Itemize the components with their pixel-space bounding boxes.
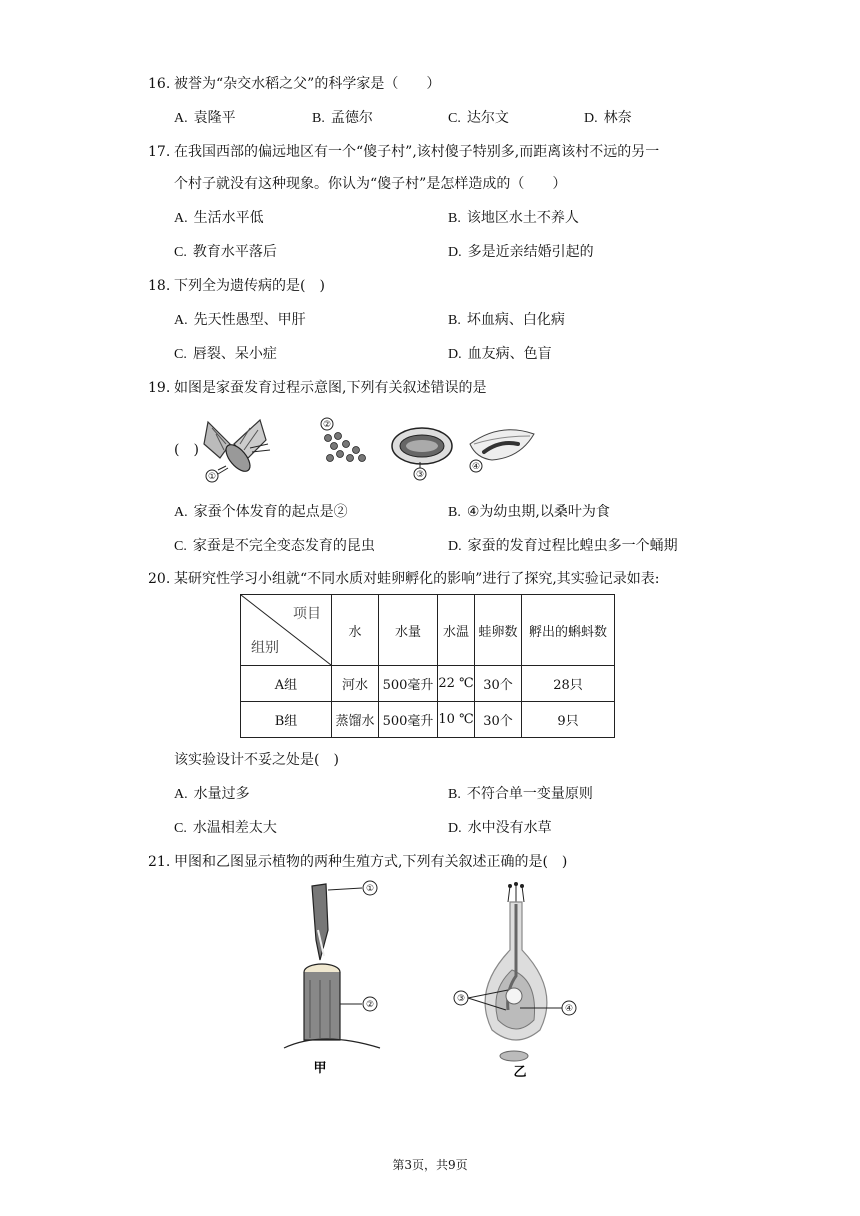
cocoon-illustration <box>392 428 452 464</box>
question-number: 18. <box>148 278 171 294</box>
table-cell: B组 <box>241 702 332 738</box>
table-row <box>241 702 615 738</box>
option-a: A. 先天性愚型、甲肝 <box>174 312 306 328</box>
table-cell: 30个 <box>475 702 522 738</box>
table-cell: 30个 <box>475 666 522 702</box>
table-corner-cell: 项目 组别 <box>241 595 332 666</box>
label-4: ④ <box>564 1004 574 1014</box>
table-header: 水 <box>332 595 379 666</box>
table-cell: 河水 <box>332 666 379 702</box>
answer-paren: ( ) <box>174 442 199 458</box>
question-number: 21. <box>148 854 171 870</box>
table-header: 水量 <box>379 595 438 666</box>
option-c: C. 唇裂、呆小症 <box>174 346 277 362</box>
question-text-line1: 在我国西部的偏远地区有一个“傻子村”,该村傻子特别多,而距离该村不远的另一 <box>174 144 660 160</box>
option-b: B. 该地区水土不养人 <box>448 210 579 226</box>
table-header-row <box>241 595 615 666</box>
option-c: C. 教育水平落后 <box>174 244 277 260</box>
label-3: ③ <box>415 470 425 480</box>
option-c: C. 家蚕是不完全变态发育的昆虫 <box>174 538 375 554</box>
table-cell: 500毫升 <box>379 666 438 702</box>
table-row <box>241 666 615 702</box>
question-text: 甲图和乙图显示植物的两种生殖方式,下列有关叙述正确的是( ) <box>174 854 568 870</box>
option-a: A. 家蚕个体发育的起点是② <box>174 504 348 520</box>
question-text: 下列全为遗传病的是( ) <box>174 278 325 294</box>
question-number: 17. <box>148 144 171 160</box>
option-d: D. 多是近亲结婚引起的 <box>448 244 594 260</box>
label-2: ② <box>365 1000 375 1010</box>
question-number: 20. <box>148 571 171 587</box>
label-4: ④ <box>471 462 481 472</box>
moth-illustration <box>204 420 270 475</box>
option-c: C. 达尔文 <box>448 110 509 126</box>
option-b: B. 不符合单一变量原则 <box>448 786 593 802</box>
eggs-illustration <box>325 433 366 462</box>
label-1: ① <box>207 472 217 482</box>
table-cell: 500毫升 <box>379 702 438 738</box>
table-cell: 22 ℃ <box>438 666 475 702</box>
label-2: ② <box>322 420 332 430</box>
option-a: A. 生活水平低 <box>174 210 264 226</box>
option-b: B. ④为幼虫期,以桑叶为食 <box>448 504 610 520</box>
grafting-figure <box>280 880 390 1080</box>
experiment-table <box>240 594 615 738</box>
question-text: 如图是家蚕发育过程示意图,下列有关叙述错误的是 <box>174 380 487 396</box>
option-b: B. 孟德尔 <box>312 110 373 126</box>
label-1: ① <box>365 884 375 894</box>
table-header: 水温 <box>438 595 475 666</box>
option-a: A. 袁隆平 <box>174 110 236 126</box>
table-cell: 28只 <box>522 666 615 702</box>
option-d: D. 林奈 <box>584 110 632 126</box>
question-20-prompt: 该实验设计不妥之处是( ) <box>174 752 339 768</box>
option-c: C. 水温相差太大 <box>174 820 277 836</box>
page-footer: 第3页，共9页 <box>392 1158 468 1172</box>
table-header: 孵出的蝌蚪数 <box>522 595 615 666</box>
option-d: D. 水中没有水草 <box>448 820 552 836</box>
label-3: ③ <box>456 994 466 1004</box>
question-text: 被誉为“杂交水稻之父”的科学家是（ ） <box>174 76 441 92</box>
caption-yi: 乙 <box>513 1065 527 1080</box>
table-cell: A组 <box>241 666 332 702</box>
question-number: 16. <box>148 76 171 92</box>
pistil-figure <box>450 880 590 1080</box>
larva-on-leaf-illustration <box>470 430 534 460</box>
table-cell: 蒸馏水 <box>332 702 379 738</box>
option-d: D. 血友病、色盲 <box>448 346 552 362</box>
question-number: 19. <box>148 380 171 396</box>
option-b: B. 坏血病、白化病 <box>448 312 565 328</box>
table-header: 蛙卵数 <box>475 595 522 666</box>
option-a: A. 水量过多 <box>174 786 250 802</box>
silkworm-lifecycle-figure <box>200 414 540 486</box>
question-text-line2: 个村子就没有这种现象。你认为“傻子村”是怎样造成的（ ） <box>174 176 567 192</box>
question-text: 某研究性学习小组就“不同水质对蛙卵孵化的影响”进行了探究,其实验记录如表: <box>174 571 660 587</box>
table-cell: 9只 <box>522 702 615 738</box>
table-cell: 10 ℃ <box>438 702 475 738</box>
option-d: D. 家蚕的发育过程比蝗虫多一个蛹期 <box>448 538 678 554</box>
caption-jia: 甲 <box>313 1061 327 1076</box>
